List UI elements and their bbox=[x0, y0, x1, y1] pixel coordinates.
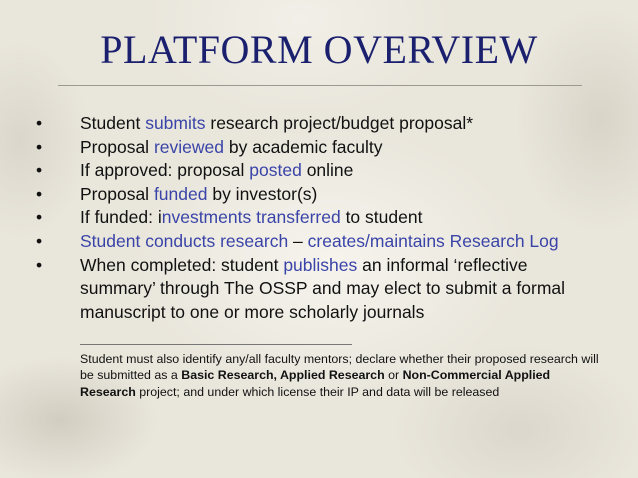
highlighted-text: creates/maintains Research Log bbox=[307, 230, 559, 251]
bullet-marker: • bbox=[36, 136, 43, 157]
bullet-text: When completed: student bbox=[80, 254, 284, 275]
footnote-text: project; and under which license their IP and data will be released bbox=[135, 384, 500, 399]
bullet-marker: • bbox=[36, 207, 43, 228]
bullet-text: If approved: proposal bbox=[80, 160, 250, 181]
bullet-item bbox=[0, 112, 638, 136]
bullet-marker: • bbox=[36, 160, 43, 181]
slide-title: PLATFORM OVERVIEW bbox=[100, 27, 538, 72]
footnote-bold-text: Non-Commercial Applied Research bbox=[80, 368, 551, 399]
footnote-bold-text: Basic Research, Applied Research bbox=[181, 368, 385, 383]
bullet-list bbox=[0, 112, 638, 324]
bullet-text: If funded: i bbox=[80, 207, 162, 228]
bullet-item bbox=[0, 254, 638, 325]
footnote-text: or bbox=[384, 368, 403, 383]
bullet-text: research project/budget proposal* bbox=[205, 113, 474, 133]
highlighted-text: nvestments transferred bbox=[161, 207, 341, 228]
highlighted-text: submits bbox=[145, 113, 206, 133]
bullet-text: by academic faculty bbox=[223, 136, 383, 157]
bullet-marker: • bbox=[36, 113, 43, 133]
bullet-text: Student bbox=[80, 113, 146, 133]
title-divider bbox=[58, 85, 582, 86]
highlighted-text: Student conducts research bbox=[80, 230, 289, 251]
bullet-text: Proposal bbox=[80, 136, 154, 157]
bullet-text: online bbox=[301, 160, 354, 181]
highlighted-text: publishes bbox=[283, 254, 358, 275]
bullet-text: Proposal bbox=[80, 183, 154, 204]
bullet-marker: • bbox=[36, 183, 43, 204]
bullet-marker: • bbox=[36, 230, 43, 251]
footnote-divider bbox=[80, 344, 352, 345]
highlighted-text: posted bbox=[249, 160, 302, 181]
bullet-item bbox=[0, 206, 638, 230]
bullet-item bbox=[0, 183, 638, 207]
bullet-item bbox=[0, 159, 638, 183]
footnote bbox=[80, 351, 600, 400]
footnote-text: Student must also identify any/all faculty mentors; declare whether their proposed research will be submitted as a bbox=[80, 352, 599, 383]
bullet-marker: • bbox=[36, 254, 43, 275]
bullet-text: an informal ‘reflective summary’ through The OSSP and may elect to submit a formal manuscript to one or more scholarly journals bbox=[80, 254, 566, 322]
bullet-item bbox=[0, 136, 638, 160]
bullet-item bbox=[0, 230, 638, 254]
bullet-text: by investor(s) bbox=[207, 183, 318, 204]
highlighted-text: funded bbox=[153, 183, 208, 204]
bullet-text: – bbox=[288, 230, 308, 251]
highlighted-text: reviewed bbox=[153, 136, 224, 157]
bullet-text: to student bbox=[340, 207, 423, 228]
